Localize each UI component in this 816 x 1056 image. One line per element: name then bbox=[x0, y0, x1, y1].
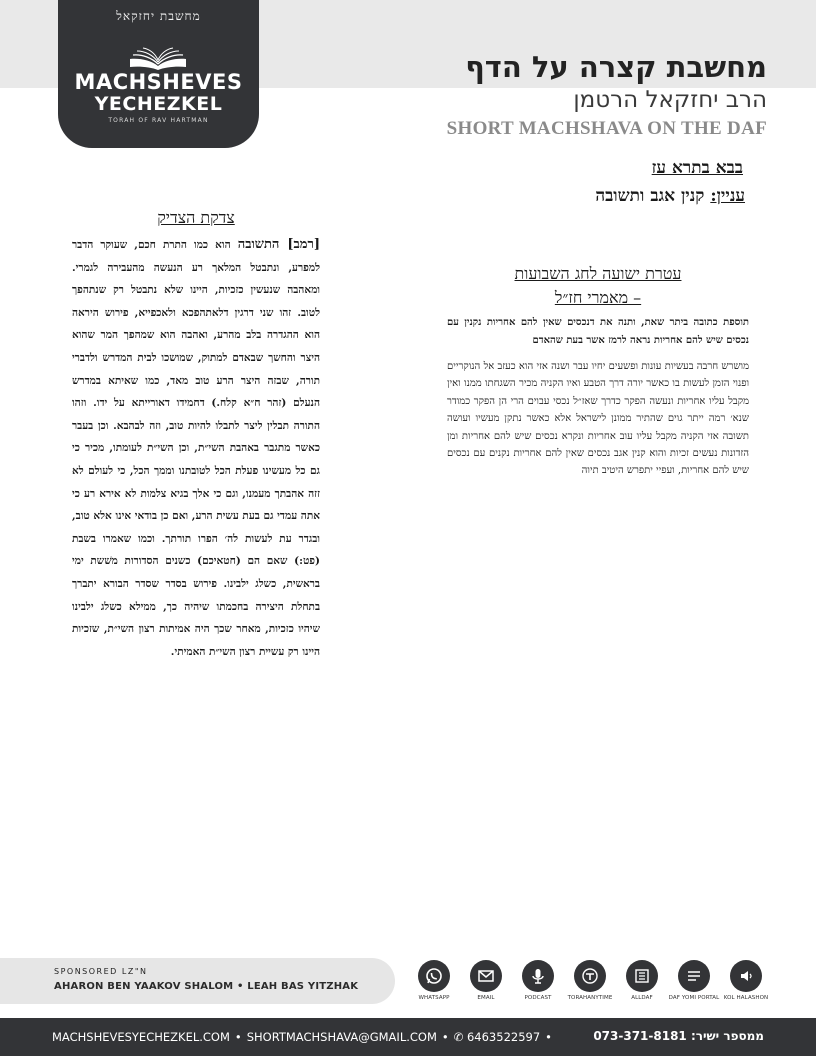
footer-contacts: MACHSHEVESYECHEZKEL.COM • SHORTMACHSHAVA@GMAIL.COM • ✆ 6463522597 • bbox=[52, 1030, 552, 1044]
podcast-label: PODCAST bbox=[524, 995, 552, 1001]
sponsor-banner bbox=[0, 958, 395, 1004]
topic-value: קנין אגב ותשובה bbox=[595, 186, 705, 206]
topic-label: עניין: bbox=[710, 186, 745, 206]
email-address-link[interactable]: SHORTMACHSHAVA@GMAIL.COM bbox=[246, 1030, 437, 1044]
logo bbox=[58, 0, 259, 148]
whatsapp-link[interactable] bbox=[408, 960, 460, 1001]
daf-reference bbox=[443, 156, 743, 180]
direct-line-number[interactable]: 073-371-8181 bbox=[593, 1029, 687, 1043]
daf-yomi-portal-label: DAF YOMI PORTAL bbox=[668, 995, 720, 1001]
direct-line-label: ממספר ישיר: bbox=[690, 1029, 764, 1043]
tzidkas-hatzadik-column bbox=[72, 208, 320, 663]
footer-bar bbox=[0, 1018, 816, 1056]
daf-reference-text: בבא בתרא עז bbox=[651, 158, 743, 178]
email-link[interactable] bbox=[460, 960, 512, 1001]
topic-line bbox=[425, 184, 745, 208]
podcast-icon bbox=[528, 966, 548, 986]
whatsapp-icon bbox=[424, 966, 444, 986]
alldaf-icon bbox=[632, 966, 652, 986]
open-book-icon bbox=[127, 46, 189, 70]
page-title: מחשבת קצרה על הדף bbox=[465, 50, 767, 84]
website-link[interactable]: MACHSHEVESYECHEZKEL.COM bbox=[52, 1030, 230, 1044]
podcast-link[interactable] bbox=[512, 960, 564, 1001]
right-column-body: מושרש חרבה בעשיות עונות ופשעים יחיו עבר ושנה אזי הוא כעזב אל הנוקריים ופנוי הזמן לעשות בו כאשר יורה דרך הטבע ואיו הקניה מכיר השגחתו ממנו ואין מקבל עליו אחריות ונעשה הפקר כדרך שאז״ל נכסי עבוים הרי הן הפקר כמודר שנא׳ רמה ייתר גוים שהתיר ממונן לישראל אלא כאשר נתקן מעשיו ועושה תשובה אזי הקניה מקבל עליו עוב אחריות ונקרא נכסים שיש להם אחריות ומן הזדונות נעשים זכיות והוא קנין אגב נכסים שאין להם אחריות נקנים עם נכסים שיש להם אחריות, ועפיי יתפרש היטיב תיוה bbox=[447, 361, 749, 477]
kol-halashon-label: KOL HALASHON bbox=[723, 995, 769, 1001]
torahanytime-label: TORAHANYTIME bbox=[567, 995, 613, 1001]
daf-yomi-portal-link[interactable] bbox=[668, 960, 720, 1001]
author-name: הרב יחזקאל הרטמן bbox=[573, 87, 767, 113]
sponsor-names: AHARON BEN YAAKOV SHALOM • LEAH BAS YITZHAK bbox=[54, 981, 359, 992]
ateres-yeshua-column bbox=[447, 262, 749, 480]
kol-halashon-link[interactable] bbox=[720, 960, 772, 1001]
email-label: EMAIL bbox=[477, 995, 495, 1001]
alldaf-label: ALLDAF bbox=[631, 995, 653, 1001]
whatsapp-label: WHATSAPP bbox=[418, 995, 450, 1001]
kol-halashon-icon bbox=[736, 966, 756, 986]
right-column-heading-line2: – מאמרי חז״ל bbox=[554, 288, 642, 307]
left-column-lead: [רמב] התשובה bbox=[237, 237, 321, 252]
logo-name-line2: YECHEZKEL bbox=[94, 93, 223, 115]
left-column-body bbox=[72, 234, 320, 663]
email-icon bbox=[476, 966, 496, 986]
link-icons bbox=[406, 960, 786, 1006]
footer-whatsapp-icon: ✆ bbox=[453, 1030, 464, 1044]
left-column-text: הוא כמו התרת חכם, שעוקר הדבר למפרע, ונתבטל המלאך רע הנעשה מהעבירה לגמרי. ומאהבה שנעשין כזכיות, היינו שלא נתבטל רק שנתהפך לטוב. זהו שני דרגין דלאתהפכא ולאכפייא, פירוש היראה הוא ההגדרה בלב מהרע, ואהבה הוא שמהפך המר שהוא היצר והחשך שבאדם למתוק, שמושכו לבית המדרש ולדברי תורה, שבזה היצר הרע טוב מאד, כמו שאיתא במדרש הנעלם (זהר ח״א קלח.) דחמידו דאורייתא על ידו. וזהו התורה תבלין ליצר לתבלו להיות טוב, וזה לבהבא. וכן בעבר כאשר מתגבר באהבת השי״ת, וכן השי״ת לעומתו, מכיר כי גם כל מעשינו פעלת הכל לטובתנו וממך הכל, כי לעולם לא זזה אהבתך מעמנו, וגם כי אלך בגיא צלמות לא אירא רע כי אתה עמדי גם בעת עשית הרע, ואם כן בודאי אינו אלא טוב, ובגדר עת לעשות לה׳ הפרו תורתך. וכמו שאמרו בשבת (פט:) שאם הם (חטאיכם) כשנים הסדורות משׁשת ימי בראשית, כשלג ילבינו. פירוש בסדר שסדר הבורא יתברך בתחלת היצירה בחכמתו שיהיה כך, ממילא כשלג ילבינו שיהיו כזכיות, מאחר שכך היה אמיתות רצון השי״ת, שזכיות היינו רק עשיית רצון השי״ת האמיתי. bbox=[72, 239, 320, 658]
logo-hebrew-text: מחשבת יחזקאל bbox=[116, 9, 201, 23]
alldaf-link[interactable] bbox=[616, 960, 668, 1001]
direct-line bbox=[593, 1029, 764, 1043]
right-column-heading-line1: עטרת ישועה לחג השבועות bbox=[514, 264, 682, 283]
torahanytime-icon bbox=[580, 966, 600, 986]
right-column-heading bbox=[447, 262, 749, 310]
english-subtitle: SHORT MACHSHAVA ON THE DAF bbox=[446, 118, 767, 139]
right-column-intro: תוספת כתובה ביתר שאת, ותנה את דנכסים שאין להם אחריות נקנין עם נכסים שיש להם אחריות נראה לרמז אשר בעת שהאדם bbox=[447, 317, 749, 346]
torahanytime-link[interactable] bbox=[564, 960, 616, 1001]
daf-yomi-portal-icon bbox=[684, 966, 704, 986]
whatsapp-number[interactable]: 6463522597 bbox=[466, 1030, 541, 1044]
left-column-heading: צדקת הצדיק bbox=[157, 208, 235, 227]
sponsor-label: SPONSORED LZ"N bbox=[54, 967, 148, 976]
logo-tagline: TORAH OF RAV HARTMAN bbox=[108, 117, 209, 124]
logo-name-line1: MACHSHEVES bbox=[74, 70, 243, 94]
